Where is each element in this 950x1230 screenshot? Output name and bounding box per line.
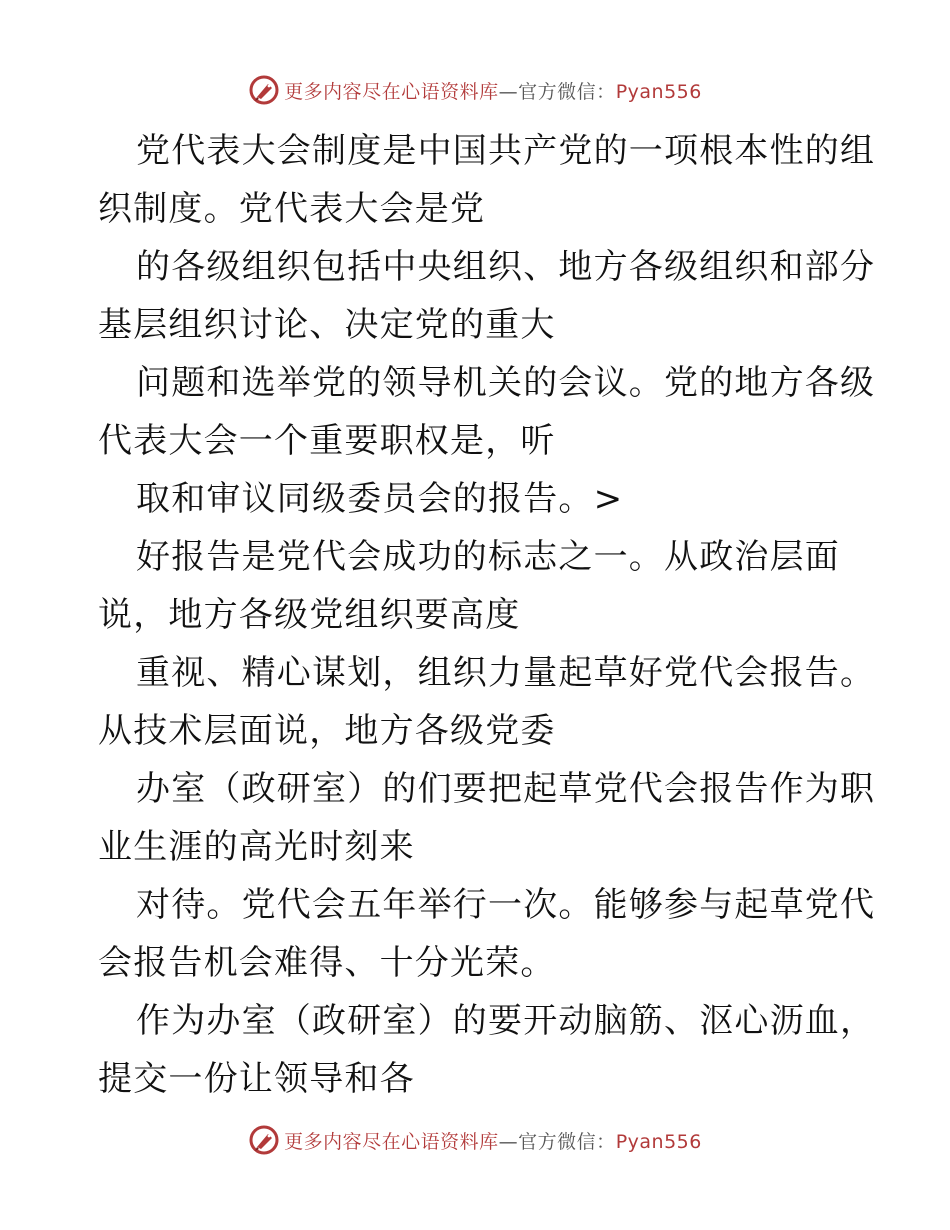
paragraph-line: 党代表大会制度是中国共产党的一项根本性的组 (136, 131, 876, 171)
paragraph-line: 说，地方各级党组织要高度 (98, 595, 521, 635)
wechat-id: Pyan556 (615, 80, 702, 103)
watermark-text (284, 77, 702, 104)
wechat-id: Pyan556 (615, 1130, 702, 1153)
footer-watermark-banner (0, 1120, 950, 1160)
paragraph-line: 基层组织讨论、决定党的重大 (98, 305, 556, 345)
paragraph-line: 织制度。党代表大会是党 (98, 189, 486, 229)
watermark-text (284, 1127, 702, 1154)
paragraph-line: 办室（政研室）的们要把起草党代会报告作为职 (136, 769, 876, 809)
header-watermark-banner (0, 70, 950, 110)
pen-nib-logo-icon (248, 1124, 280, 1156)
paragraph-line: 提交一份让领导和各 (98, 1059, 415, 1099)
paragraph-line: 的各级组织包括中央组织、地方各级组织和部分 (136, 247, 876, 287)
paragraph-line: 业生涯的高光时刻来 (98, 827, 415, 867)
paragraph-line: 会报告机会难得、十分光荣。 (98, 943, 556, 983)
pen-nib-logo-icon (248, 74, 280, 106)
wechat-label: 官方微信： (518, 80, 616, 103)
document-body (98, 122, 876, 1108)
separator-dash: — (498, 80, 519, 103)
paragraph-line: 重视、精心谋划，组织力量起草好党代会报告。 (136, 653, 876, 693)
separator-dash: — (498, 1130, 519, 1153)
paragraph-line: 从技术层面说，地方各级党委 (98, 711, 556, 751)
paragraph-line: 好报告是党代会成功的标志之一。从政治层面 (136, 537, 840, 577)
paragraph-line: 代表大会一个重要职权是，听 (98, 421, 556, 461)
site-name-text: 更多内容尽在心语资料库 (284, 1130, 499, 1153)
paragraph-line: 对待。党代会五年举行一次。能够参与起草党代 (136, 885, 876, 925)
paragraph-line: 作为办室（政研室）的要开动脑筋、沤心沥血， (136, 1001, 876, 1041)
site-name-text: 更多内容尽在心语资料库 (284, 80, 499, 103)
paragraph-line: 取和审议同级委员会的报告。> (136, 479, 624, 519)
wechat-label: 官方微信： (518, 1130, 616, 1153)
paragraph-line: 问题和选举党的领导机关的会议。党的地方各级 (136, 363, 876, 403)
